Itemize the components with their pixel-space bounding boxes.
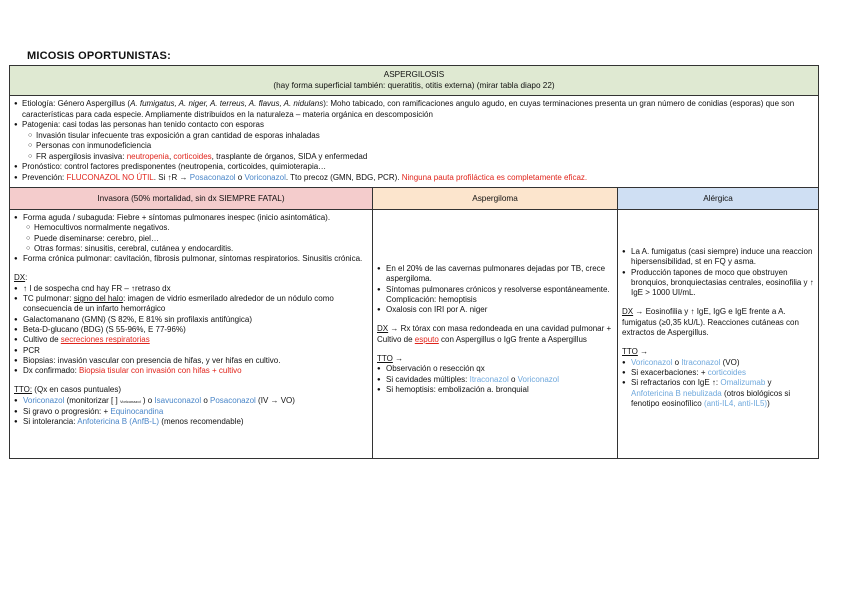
patogenia-sub-1: ○ Invasión tisular infecuente tras exposición a gran cantidad de esporas inhaladas <box>14 131 814 142</box>
patogenia-sub-3: ○ FR aspergilosis invasiva: neutropenia, corticoides, trasplante de órganos, SIDA y enfermedad <box>14 152 814 163</box>
dx-label: DX: <box>14 273 28 283</box>
invasora-header: Invasora (50% mortalidad, sin dx SIEMPRE FATAL) <box>10 188 372 210</box>
list-item: ● Observación o resección qx <box>377 364 613 374</box>
list-item: ● Voriconazol o Itraconazol (VO) <box>622 358 814 368</box>
list-item: ● Si cavidades múltiples: Itraconazol o Voriconazol <box>377 375 613 385</box>
list-item: ○ Hemocultivos normalmente negativos. <box>14 223 368 233</box>
etiologia-item: ● Etiología: Género Aspergillus (A. fumigatus, A. niger, A. terreus, A. flavus, A. nidulans): Moho tabicado, con ramificaciones angulo agudo, en cuyas terminaciones presenta un gran número de conidias (esporas) que son características para cada especie. Ampliamente distribuidos en la naturaleza – materia orgánica en descomposición <box>14 99 814 120</box>
header-name: ASPERGILOSIS <box>383 70 445 79</box>
list-item: ○ Puede diseminarse: cerebro, piel… <box>14 234 368 244</box>
forms-columns <box>10 188 818 458</box>
list-item: ● Forma crónica pulmonar: cavitación, fibrosis pulmonar, síntomas respiratorios. Sinusitis crónica. <box>14 254 368 264</box>
invasora-column <box>10 188 372 458</box>
aspergilosis-table <box>9 65 819 459</box>
list-item: ● Síntomas pulmonares crónicos y resolverse espontáneamente. Complicación: hemoptisis <box>377 285 613 306</box>
header-subtitle: (hay forma superficial también: queratitis, otitis externa) (mirar tabla diapo 22) <box>273 81 555 90</box>
list-item: ● Si gravo o progresión: + Equinocandina <box>14 407 368 417</box>
list-item: ● Biopsias: invasión vascular con presencia de hifas, y ver hifas en cultivo. <box>14 356 368 366</box>
general-info <box>10 96 818 188</box>
list-item: ● Cultivo de secreciones respiratorias <box>14 335 368 345</box>
list-item: ● Si exacerbaciones: + corticoides <box>622 368 814 378</box>
alergica-column <box>617 188 818 458</box>
patogenia-item: ● Patogenia: casi todas las personas han tenido contacto con esporas <box>14 120 814 131</box>
list-item: ● PCR <box>14 346 368 356</box>
prevencion-item: ● Prevención: FLUCONAZOL NO ÚTIL. Si ↑R → Posaconazol o Voriconazol. Tto precoz (GMN, BDG, PCR). Ninguna pauta profiláctica es completamente eficaz. <box>14 173 814 184</box>
list-item: ● Si refractarios con IgE ↑: Omalizumab y Anfotericina B nebulizada (otros biológicos si fenotipo eosinofílico (anti-IL4, anti-IL5)) <box>622 378 814 409</box>
list-item: ○ Otras formas: sinusitis, cerebral, cutánea y endocarditis. <box>14 244 368 254</box>
list-item: ● En el 20% de las cavernas pulmonares dejadas por TB, crece aspergiloma. <box>377 264 613 285</box>
tto-label: TTO → <box>622 347 649 357</box>
dx-text: DX → Eosinofilia y ↑ IgE, IgG e IgE frente a A. fumigatus (≥0,35 kU/L). Reacciones cutáneas con extractos de Aspergillus. <box>622 307 799 338</box>
aspergiloma-header: Aspergiloma <box>373 188 617 210</box>
invasora-body <box>10 210 372 458</box>
list-item: ● La A. fumigatus (casi siempre) induce una reaccion hipersensibilidad, st en FQ y asma. <box>622 247 814 268</box>
patogenia-sub-2: ○ Personas con inmunodeficiencia <box>14 141 814 152</box>
list-item: ● Voriconazol (monitorizar [ ] Voriconazol ) o Isavuconazol o Posaconazol (IV → VO) <box>14 396 368 407</box>
aspergiloma-column <box>372 188 617 458</box>
tto-label: TTO: (Qx en casos puntuales) <box>14 385 122 395</box>
page-title: MICOSIS OPORTUNISTAS: <box>27 50 171 62</box>
alergica-body <box>618 210 818 458</box>
tto-label: TTO → <box>377 354 404 364</box>
list-item: ● Si hemoptisis: embolización a. bronquial <box>377 385 613 395</box>
alergica-header: Alérgica <box>618 188 818 210</box>
aspergiloma-body <box>373 210 617 458</box>
list-item: ● Si intolerancia: Anfotericina B (AnfB-L) (menos recomendable) <box>14 417 368 427</box>
list-item: ● ↑ I de sospecha cnd hay FR – ↑retraso dx <box>14 284 368 294</box>
table-header <box>10 66 818 96</box>
list-item: ● Producción tapones de moco que obstruyen bronquios, bronquiectasias centrales, eosinofilia y ↑ IgE > 1000 UI/mL. <box>622 268 814 299</box>
list-item: ● TC pulmonar: signo del halo: imagen de vidrio esmerilado alrededor de un nódulo como consecuencia de un infarto hemorrágico <box>14 294 368 315</box>
dx-text: DX → Rx tórax con masa redondeada en una cavidad pulmonar + Cultivo de esputo con Aspergillus o IgG frente a Aspergillus <box>377 324 612 344</box>
list-item: ● Beta-D-glucano (BDG) (S 55-96%, E 77-96%) <box>14 325 368 335</box>
list-item: ● Oxalosis con IRI por A. niger <box>377 305 613 315</box>
list-item: ● Galactomanano (GMN) (S 82%, E 81% sin profilaxis antifúngica) <box>14 315 368 325</box>
list-item: ● Forma aguda / subaguda: Fiebre + síntomas pulmonares inespec (inicio asintomática). <box>14 213 368 223</box>
pronostico-item: ● Pronóstico: control factores predisponentes (neutropenia, corticoides, quimioterapia… <box>14 162 814 173</box>
list-item: ● Dx confirmado: Biopsia tisular con invasión con hifas + cultivo <box>14 366 368 376</box>
